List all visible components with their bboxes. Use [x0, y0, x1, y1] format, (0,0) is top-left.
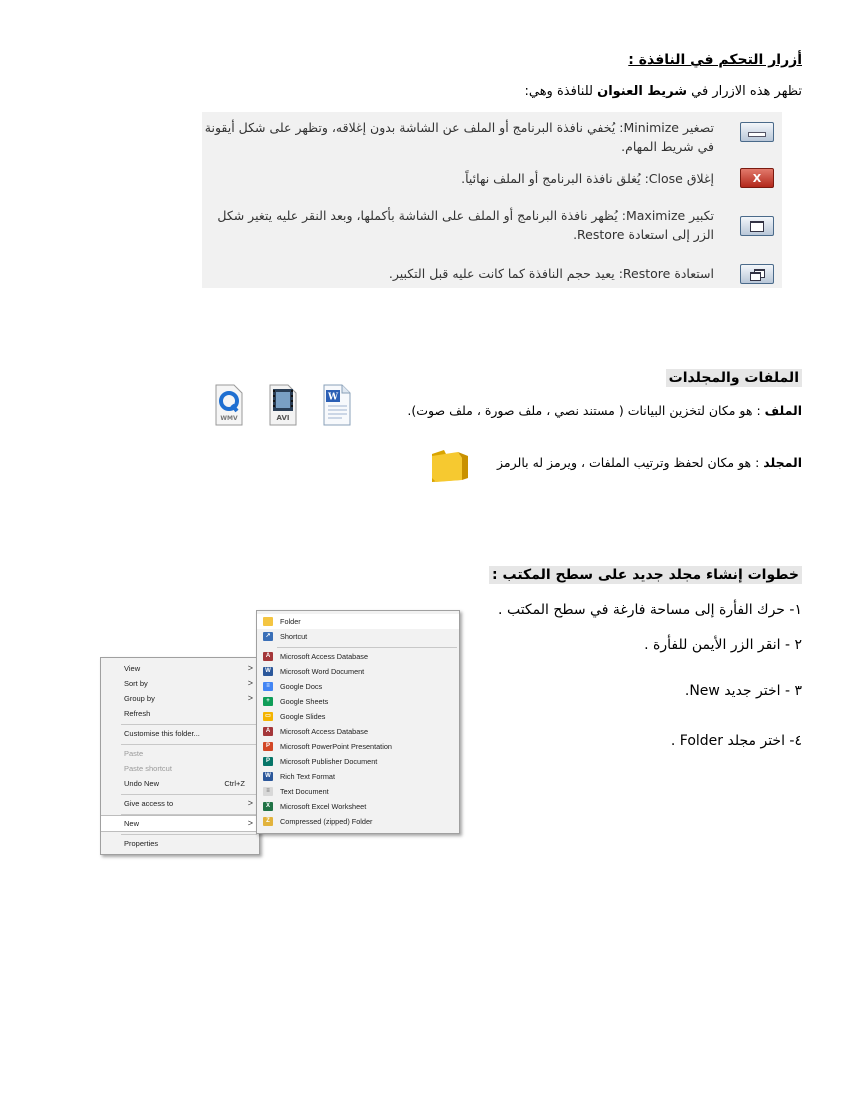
minimize-description: تصغير Minimize: يُخفي نافذة البرنامج أو الملف عن الشاشة بدون إغلاقه، وتظهر على شكل أيقونة في شريط المهام. [204, 120, 714, 154]
intro-text-end: للنافذة وهي: [524, 84, 598, 99]
submenu-item-word-document[interactable] [257, 664, 459, 679]
menu-item-customise-folder[interactable] [101, 726, 259, 741]
submenu-item-rich-text[interactable] [257, 769, 459, 784]
section-title-window-controls: أزرار التحكم في النافذة : [628, 52, 802, 68]
google-slides-icon: ▭ [263, 712, 273, 721]
menu-item-shortcut: Ctrl+Z [224, 779, 245, 788]
access-icon: A [263, 652, 273, 661]
menu-item-label: Refresh [124, 709, 151, 718]
submenu-item-label: Microsoft Access Database [280, 652, 369, 661]
word-icon: W [263, 667, 273, 676]
submenu-item-label: Google Docs [280, 682, 323, 691]
file-definition-text: : هو مكان لتخزين البيانات ( مستند نصي ، ملف صورة ، ملف صوت). [407, 403, 765, 418]
submenu-item-label: Rich Text Format [280, 772, 336, 781]
submenu-item-label: Microsoft Word Document [280, 667, 365, 676]
section-title-files-folders: الملفات والمجلدات [666, 369, 802, 387]
menu-item-label: Group by [124, 694, 155, 703]
submenu-item-label: Microsoft Excel Worksheet [280, 802, 367, 811]
submenu-item-label: Microsoft PowerPoint Presentation [280, 742, 392, 751]
rich-text-icon: W [263, 772, 273, 781]
menu-item-sort-by[interactable] [101, 676, 259, 691]
menu-separator [121, 744, 257, 745]
folder-icon [430, 448, 470, 484]
restore-icon [740, 264, 774, 284]
minimize-icon [740, 122, 774, 142]
menu-item-label: Paste shortcut [124, 764, 172, 773]
maximize-description: تكبير Maximize: يُظهر نافذة البرنامج أو الملف على الشاشة بأكملها، وبعد النقر عليه يتغير شكل الزر إلى استعادة Restore. [217, 208, 714, 242]
desktop-context-menu [100, 657, 260, 855]
submenu-item-label: Text Document [280, 787, 329, 796]
menu-item-label: Sort by [124, 679, 148, 688]
file-definition [407, 403, 802, 418]
menu-item-refresh[interactable] [101, 706, 259, 721]
chevron-right-icon: > [247, 693, 253, 703]
menu-item-label: View [124, 664, 141, 673]
avi-label: AVI [276, 414, 290, 422]
chevron-right-icon: > [247, 818, 253, 828]
menu-separator [121, 724, 257, 725]
menu-item-properties[interactable] [101, 836, 259, 851]
close-icon: X [740, 168, 774, 188]
submenu-item-zip-folder[interactable] [257, 814, 459, 829]
menu-item-undo-new[interactable] [101, 776, 259, 791]
svg-text:W: W [327, 392, 339, 403]
submenu-item-google-sheets[interactable] [257, 694, 459, 709]
submenu-item-excel[interactable] [257, 799, 459, 814]
folder-icon [263, 617, 273, 626]
window-controls-intro [524, 84, 802, 99]
close-description: إغلاق Close: يُغلق نافذة البرنامج أو الملف نهائياً. [461, 171, 714, 186]
step-4: ٤- اختر مجلد Folder . [670, 733, 802, 749]
menu-item-new[interactable] [101, 815, 259, 832]
avi-video-icon [268, 384, 298, 426]
powerpoint-icon: P [263, 742, 273, 751]
submenu-item-label: Microsoft Access Database [280, 727, 369, 736]
section-title-new-folder-steps: خطوات إنشاء مجلد جديد على سطح المكتب : [489, 566, 802, 584]
text-document-icon: ≡ [263, 787, 273, 796]
step-2: ٢ - انقر الزر الأيمن للفأرة . [644, 637, 802, 653]
submenu-item-access-database-2[interactable] [257, 724, 459, 739]
menu-item-paste[interactable] [101, 746, 259, 761]
submenu-item-text-document[interactable] [257, 784, 459, 799]
submenu-item-shortcut[interactable] [257, 629, 459, 644]
chevron-right-icon: > [247, 798, 253, 808]
zip-folder-icon: Z [263, 817, 273, 826]
wmv-media-icon [214, 384, 244, 426]
chevron-right-icon: > [247, 678, 253, 688]
new-submenu [256, 610, 460, 834]
submenu-item-label: Folder [280, 617, 301, 626]
submenu-item-folder[interactable] [257, 614, 459, 629]
word-document-icon [322, 384, 352, 426]
submenu-item-publisher[interactable] [257, 754, 459, 769]
intro-text-start: تظهر هذه الازرار في [687, 84, 802, 99]
intro-title-bar: شريط العنوان [597, 84, 687, 99]
menu-item-paste-shortcut[interactable] [101, 761, 259, 776]
control-row-close [202, 168, 782, 190]
maximize-icon [740, 216, 774, 236]
submenu-item-label: Google Slides [280, 712, 326, 721]
control-row-maximize [202, 206, 782, 246]
submenu-item-access-database[interactable] [257, 649, 459, 664]
restore-description: استعادة Restore: يعيد حجم النافذة كما كانت عليه قبل التكبير. [388, 266, 714, 281]
publisher-icon: P [263, 757, 273, 766]
submenu-item-label: Shortcut [280, 632, 308, 641]
submenu-item-label: Compressed (zipped) Folder [280, 817, 373, 826]
control-row-minimize [202, 118, 782, 158]
control-row-restore [202, 262, 782, 284]
folder-definition-text: : هو مكان لحفظ وترتيب الملفات ، ويرمز له بالرمز [497, 455, 764, 470]
submenu-item-google-docs[interactable] [257, 679, 459, 694]
google-docs-icon: ≡ [263, 682, 273, 691]
menu-item-label: Customise this folder... [124, 729, 200, 738]
access-icon: A [263, 727, 273, 736]
menu-separator [277, 647, 457, 648]
shortcut-icon: ↗ [263, 632, 273, 641]
menu-item-label: Properties [124, 839, 159, 848]
step-3: ٣ - اختر جديد New. [684, 683, 802, 699]
menu-item-give-access[interactable] [101, 796, 259, 811]
menu-item-label: Paste [124, 749, 144, 758]
file-label: الملف [764, 403, 802, 418]
menu-item-label: New [124, 819, 140, 828]
submenu-item-powerpoint[interactable] [257, 739, 459, 754]
submenu-item-google-slides[interactable] [257, 709, 459, 724]
step-1: ١- حرك الفأرة إلى مساحة فارغة في سطح المكتب . [498, 602, 802, 618]
menu-item-group-by[interactable] [101, 691, 259, 706]
chevron-right-icon: > [247, 663, 253, 673]
window-controls-panel [202, 112, 782, 288]
folder-definition [497, 455, 802, 470]
menu-separator [121, 794, 257, 795]
submenu-item-label: Microsoft Publisher Document [280, 757, 378, 766]
wmv-label: WMV [220, 415, 238, 422]
menu-item-label: Give access to [124, 799, 174, 808]
excel-icon: X [263, 802, 273, 811]
menu-separator [121, 834, 257, 835]
google-sheets-icon: + [263, 697, 273, 706]
menu-item-view[interactable] [101, 661, 259, 676]
submenu-item-label: Google Sheets [280, 697, 329, 706]
folder-label: المجلد [763, 455, 802, 470]
menu-item-label: Undo New [124, 779, 160, 788]
